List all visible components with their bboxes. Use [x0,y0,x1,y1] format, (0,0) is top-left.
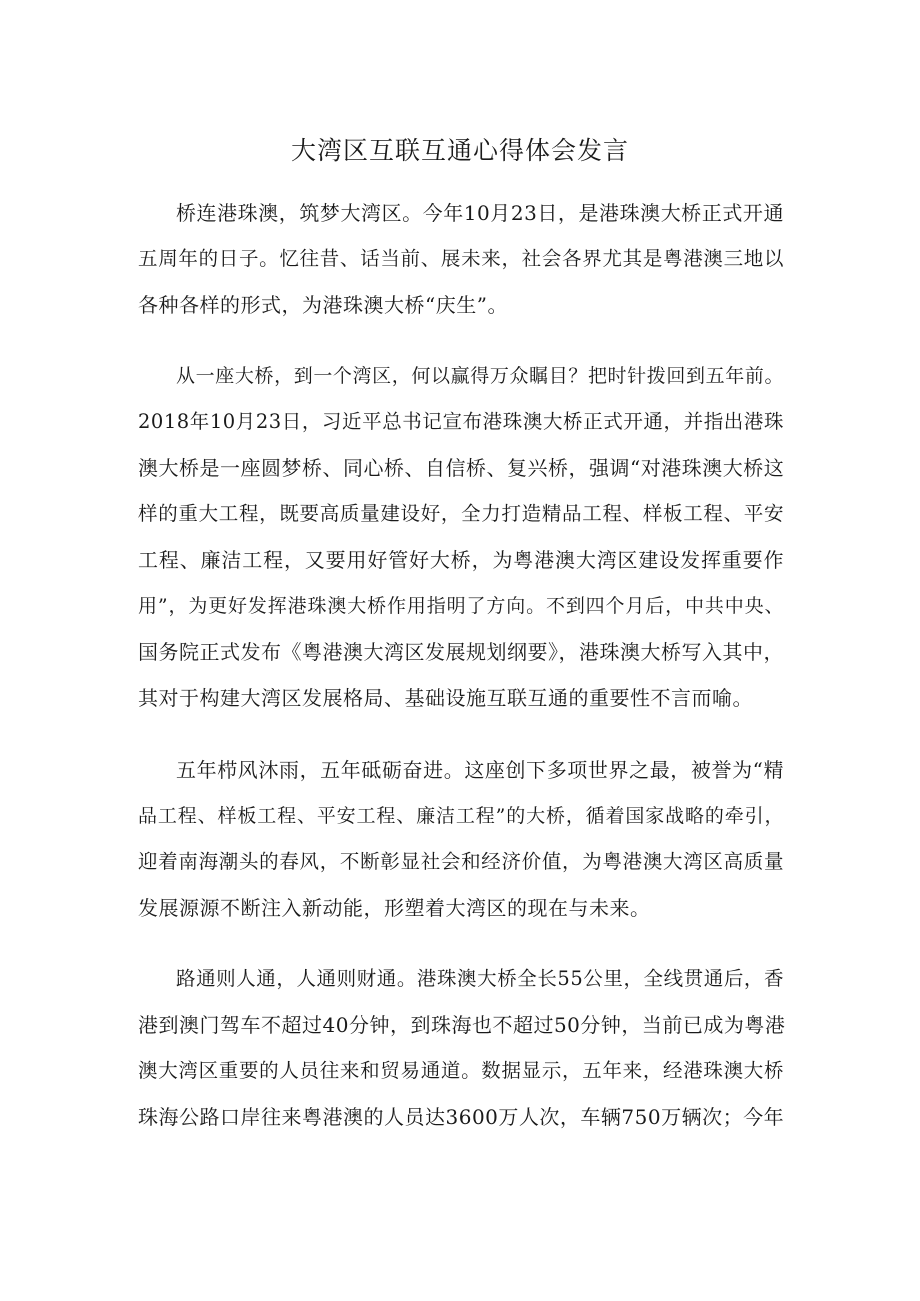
paragraph-line: 样的重大工程，既要高质量建设好，全力打造精品工程、样板工程、平安 [138,502,784,525]
paragraph-line: 澳大桥是一座圆梦桥、同心桥、自信桥、复兴桥，强调“对港珠澳大桥这 [138,456,785,480]
paragraph-line: 其对于构建大湾区发展格局、基础设施互联互通的重要性不言而喻。 [138,686,753,710]
paragraph-line: 国务院正式发布《粤港澳大湾区发展规划纲要》，港珠澳大桥写入其中， [138,640,784,664]
paragraph-line: 用”，为更好发挥港珠澳大桥作用指明了方向。不到四个月后，中共中央、 [138,595,784,617]
paragraph-line: 五周年的日子。忆往昔、话当前、展未来，社会各界尤其是粤港澳三地以 [138,247,784,270]
document-title: 大湾区互联互通心得体会发言 [290,136,629,165]
paragraph-line: 珠海公路口岸往来粤港澳的人员达3600万人次，车辆750万辆次；今年 [138,1105,785,1129]
paragraph-line: 路通则人通，人通则财通。港珠澳大桥全长55公里，全线贯通后，香 [176,967,784,990]
paragraph-line: 发展源源不断注入新动能，形塑着大湾区的现在与未来。 [138,896,651,920]
paragraph-line: 港到澳门驾车不超过40分钟，到珠海也不超过50分钟，当前已成为粤港 [138,1013,786,1037]
paragraph-line: 从一座大桥，到一个湾区，何以赢得万众瞩目？把时针拨回到五年前。 [176,365,784,387]
paragraph-line: 各种各样的形式，为港珠澳大桥“庆生”。 [138,293,508,317]
paragraph-line: 迎着南海潮头的春风，不断彰显社会和经济价值，为粤港澳大湾区高质量 [138,850,784,873]
paragraph-line: 五年栉风沐雨，五年砥砺奋进。这座创下多项世界之最，被誉为“精 [176,758,784,782]
paragraph-line: 2018年10月23日，习近平总书记宣布港珠澳大桥正式开通，并指出港珠 [138,410,784,433]
paragraph-line: 工程、廉洁工程，又要用好管好大桥，为粤港澳大湾区建设发挥重要作 [138,548,784,572]
paragraph-line: 澳大湾区重要的人员往来和贸易通道。数据显示，五年来，经港珠澳大桥 [138,1059,784,1082]
paragraph-line: 桥连港珠澳，筑梦大湾区。今年10月23日，是港珠澳大桥正式开通 [176,201,784,225]
paragraph-line: 品工程、样板工程、平安工程、廉洁工程”的大桥，循着国家战略的牵引， [138,805,784,827]
